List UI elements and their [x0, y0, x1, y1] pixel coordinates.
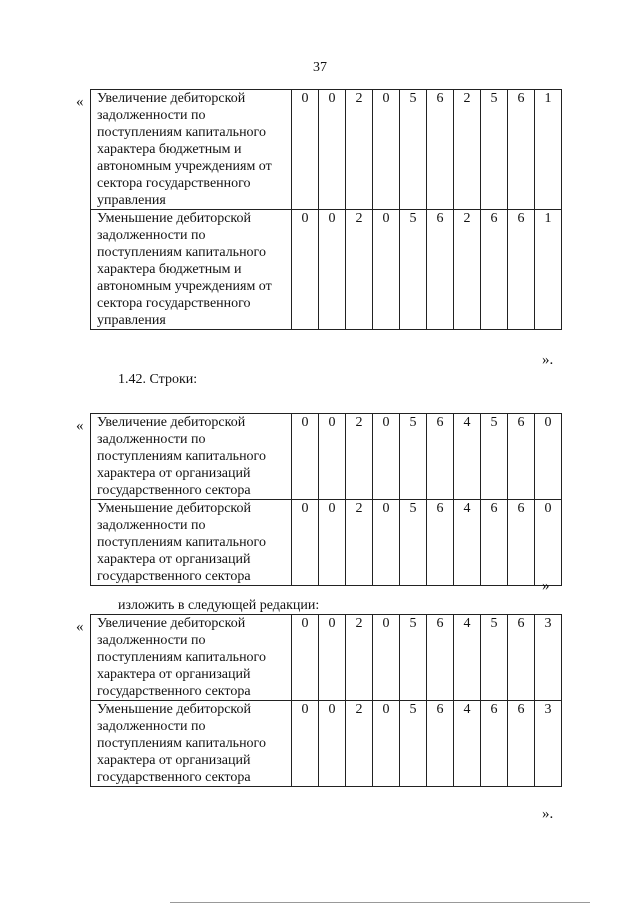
code-digit: 0 — [319, 90, 346, 210]
page-number: 37 — [313, 60, 327, 75]
code-digit: 0 — [373, 210, 400, 330]
code-digit: 0 — [319, 210, 346, 330]
code-digit: 5 — [400, 90, 427, 210]
code-digit: 6 — [508, 615, 535, 701]
code-digit: 0 — [535, 500, 562, 586]
code-digit: 1 — [535, 90, 562, 210]
open-quote: « — [76, 619, 84, 635]
code-digit: 5 — [400, 500, 427, 586]
code-digit: 3 — [535, 701, 562, 787]
table-row — [91, 500, 562, 586]
code-digit: 6 — [508, 90, 535, 210]
table-row — [91, 701, 562, 787]
code-digit: 0 — [373, 500, 400, 586]
code-digit: 6 — [508, 500, 535, 586]
code-digit: 0 — [319, 500, 346, 586]
code-digit: 5 — [400, 414, 427, 500]
scan-edge-line — [170, 902, 590, 903]
code-digit: 0 — [373, 90, 400, 210]
code-table — [90, 614, 562, 787]
code-digit: 5 — [400, 615, 427, 701]
code-digit: 0 — [373, 615, 400, 701]
code-table-block-1 — [90, 89, 552, 330]
code-digit: 6 — [481, 701, 508, 787]
code-digit: 2 — [454, 90, 481, 210]
row-label: Уменьшение дебиторской задолженности по поступлениям капитального характера бюджетным и автономным учреждениям от сектора государственного управления — [91, 210, 292, 330]
code-digit: 6 — [427, 500, 454, 586]
code-digit: 4 — [454, 414, 481, 500]
code-digit: 0 — [292, 500, 319, 586]
code-digit: 0 — [319, 615, 346, 701]
code-digit: 4 — [454, 500, 481, 586]
code-digit: 6 — [427, 414, 454, 500]
code-digit: 2 — [346, 414, 373, 500]
code-digit: 5 — [400, 701, 427, 787]
code-digit: 4 — [454, 701, 481, 787]
code-digit: 2 — [346, 210, 373, 330]
code-digit: 4 — [454, 615, 481, 701]
code-digit: 0 — [292, 90, 319, 210]
row-label: Увеличение дебиторской задолженности по поступлениям капитального характера от организаций государственного сектора — [91, 615, 292, 701]
section-caption: 1.42. Строки: — [118, 372, 198, 387]
section-caption: изложить в следующей редакции: — [118, 598, 320, 613]
code-table — [90, 413, 562, 586]
code-digit: 5 — [481, 90, 508, 210]
code-digit: 6 — [508, 701, 535, 787]
table-row — [91, 615, 562, 701]
close-quote: ». — [542, 352, 554, 368]
code-digit: 1 — [535, 210, 562, 330]
code-digit: 0 — [292, 210, 319, 330]
code-digit: 0 — [319, 701, 346, 787]
code-digit: 5 — [481, 414, 508, 500]
code-digit: 2 — [346, 500, 373, 586]
code-digit: 6 — [427, 210, 454, 330]
row-label: Увеличение дебиторской задолженности по поступлениям капитального характера бюджетным и автономным учреждениям от сектора государственного управления — [91, 90, 292, 210]
row-label: Увеличение дебиторской задолженности по поступлениям капитального характера от организаций государственного сектора — [91, 414, 292, 500]
code-table-block-3 — [90, 614, 552, 787]
code-table — [90, 89, 562, 330]
close-quote: ». — [542, 806, 554, 822]
code-digit: 0 — [319, 414, 346, 500]
code-digit: 0 — [292, 615, 319, 701]
code-digit: 6 — [427, 615, 454, 701]
open-quote: « — [76, 418, 84, 434]
code-digit: 5 — [400, 210, 427, 330]
code-digit: 6 — [481, 210, 508, 330]
table-row — [91, 210, 562, 330]
code-digit: 6 — [427, 90, 454, 210]
open-quote: « — [76, 94, 84, 110]
code-digit: 0 — [292, 701, 319, 787]
code-digit: 2 — [346, 615, 373, 701]
row-label: Уменьшение дебиторской задолженности по поступлениям капитального характера от организаций государственного сектора — [91, 701, 292, 787]
code-digit: 0 — [535, 414, 562, 500]
row-label: Уменьшение дебиторской задолженности по поступлениям капитального характера от организаций государственного сектора — [91, 500, 292, 586]
code-digit: 5 — [481, 615, 508, 701]
code-digit: 6 — [508, 210, 535, 330]
code-digit: 6 — [508, 414, 535, 500]
table-row — [91, 414, 562, 500]
code-digit: 2 — [346, 90, 373, 210]
code-digit: 2 — [346, 701, 373, 787]
table-row — [91, 90, 562, 210]
code-digit: 0 — [292, 414, 319, 500]
code-digit: 6 — [427, 701, 454, 787]
code-digit: 0 — [373, 701, 400, 787]
code-digit: 3 — [535, 615, 562, 701]
code-table-block-2 — [90, 413, 552, 586]
code-digit: 0 — [373, 414, 400, 500]
code-digit: 6 — [481, 500, 508, 586]
close-quote: » — [542, 578, 550, 594]
code-digit: 2 — [454, 210, 481, 330]
